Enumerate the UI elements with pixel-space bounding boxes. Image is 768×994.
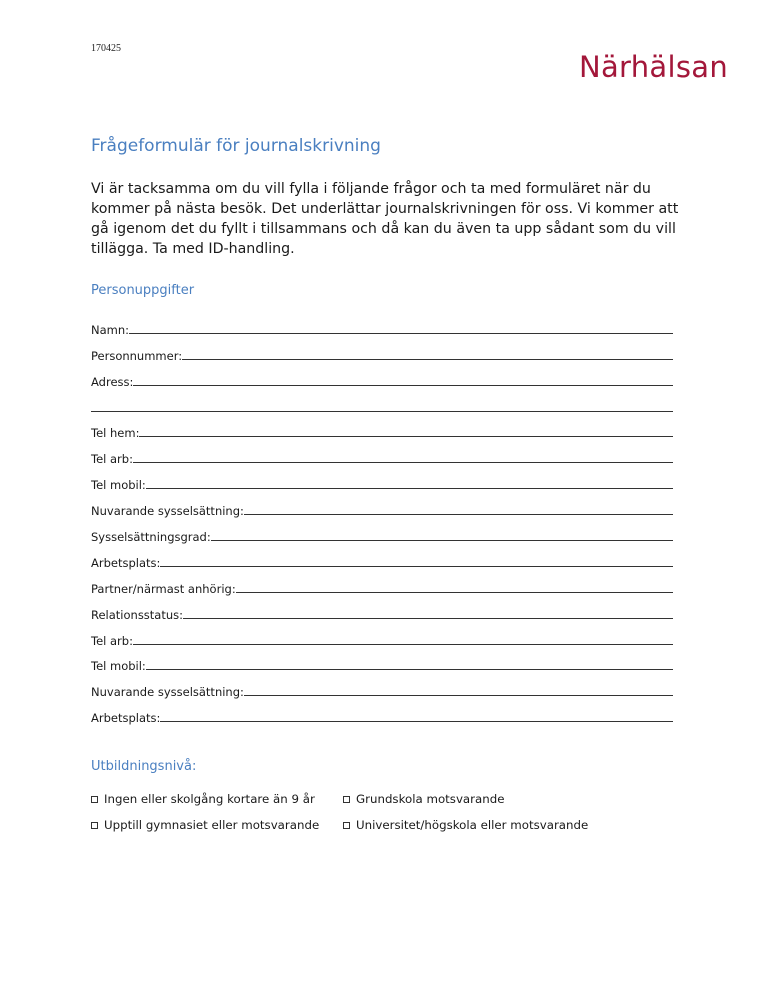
form-title: Frågeformulär för journalskrivning [91, 136, 381, 156]
mobile-phone-field[interactable] [91, 466, 673, 492]
current-occupation-field[interactable] [91, 492, 673, 518]
intro-text: Vi är tacksamma om du vill fylla i följande frågor och ta med formuläret när du kommer på nästa besök. Det underlättar journalskrivningen för oss. Vi kommer att gå igenom det du fyllt i tillsammans och då kan du även ta upp sådant som du vill tillägga. Ta med ID-handling. [91, 181, 679, 257]
field-label: Tel hem: [91, 426, 140, 441]
education-option-university[interactable] [343, 818, 588, 832]
personal-info-heading: Personuppgifter [91, 283, 195, 298]
field-line[interactable] [182, 358, 673, 360]
field-line[interactable] [146, 668, 673, 670]
field-line[interactable] [183, 617, 673, 619]
partner-relative-field[interactable] [91, 570, 673, 596]
education-options [91, 786, 588, 838]
field-line[interactable] [146, 487, 673, 489]
option-label: Ingen eller skolgång kortare än 9 år [104, 792, 315, 806]
field-label: Adress: [91, 374, 134, 389]
field-label: Nuvarande sysselsättning: [91, 504, 244, 519]
checkbox-icon[interactable] [91, 796, 98, 803]
personal-number-field[interactable] [91, 337, 673, 363]
education-row [91, 786, 588, 812]
option-label: Universitet/högskola eller motsvarande [356, 818, 589, 832]
document-code: 170425 [91, 43, 121, 54]
address-line-2-field[interactable] [91, 389, 673, 415]
field-label: Arbetsplats: [91, 711, 161, 726]
field-label: Tel arb: [91, 452, 133, 467]
field-label: Tel mobil: [91, 478, 146, 493]
partner-workplace-field[interactable] [91, 699, 673, 725]
field-label: Nuvarande sysselsättning: [91, 685, 244, 700]
option-label: Upptill gymnasiet eller motsvarande [104, 818, 320, 832]
field-line[interactable] [244, 694, 673, 696]
employment-rate-field[interactable] [91, 518, 673, 544]
name-field[interactable] [91, 311, 673, 337]
field-label: Sysselsättningsgrad: [91, 530, 211, 545]
field-line[interactable] [133, 643, 673, 645]
checkbox-icon[interactable] [343, 796, 350, 803]
partner-mobile-phone-field[interactable] [91, 648, 673, 674]
field-label: Partner/närmast anhörig: [91, 581, 236, 596]
field-line[interactable] [129, 332, 673, 334]
personal-info-fields [91, 311, 673, 725]
home-phone-field[interactable] [91, 415, 673, 441]
narhalsan-logo: Närhälsan [578, 50, 728, 84]
education-option-upper-secondary[interactable] [91, 818, 343, 832]
address-field[interactable] [91, 363, 673, 389]
field-label: Personnummer: [91, 348, 183, 363]
field-line[interactable] [133, 384, 673, 386]
education-row [91, 812, 588, 838]
field-label: Namn: [91, 322, 130, 337]
work-phone-field[interactable] [91, 440, 673, 466]
checkbox-icon[interactable] [91, 822, 98, 829]
education-heading: Utbildningsnivå: [91, 759, 197, 774]
field-label: Arbetsplats: [91, 555, 161, 570]
field-line[interactable] [160, 720, 673, 722]
education-option-under-9-years[interactable] [91, 792, 343, 806]
workplace-field[interactable] [91, 544, 673, 570]
checkbox-icon[interactable] [343, 822, 350, 829]
field-label: Tel mobil: [91, 659, 146, 674]
field-line[interactable] [139, 435, 673, 437]
field-line[interactable] [91, 410, 673, 412]
field-line[interactable] [160, 565, 673, 567]
field-line[interactable] [236, 591, 673, 593]
field-line[interactable] [244, 513, 673, 515]
relationship-status-field[interactable] [91, 596, 673, 622]
partner-work-phone-field[interactable] [91, 622, 673, 648]
field-line[interactable] [211, 539, 673, 541]
field-label: Tel arb: [91, 633, 133, 648]
education-option-primary-school[interactable] [343, 792, 504, 806]
field-label: Relationsstatus: [91, 607, 184, 622]
option-label: Grundskola motsvarande [356, 792, 505, 806]
field-line[interactable] [133, 461, 673, 463]
partner-occupation-field[interactable] [91, 673, 673, 699]
